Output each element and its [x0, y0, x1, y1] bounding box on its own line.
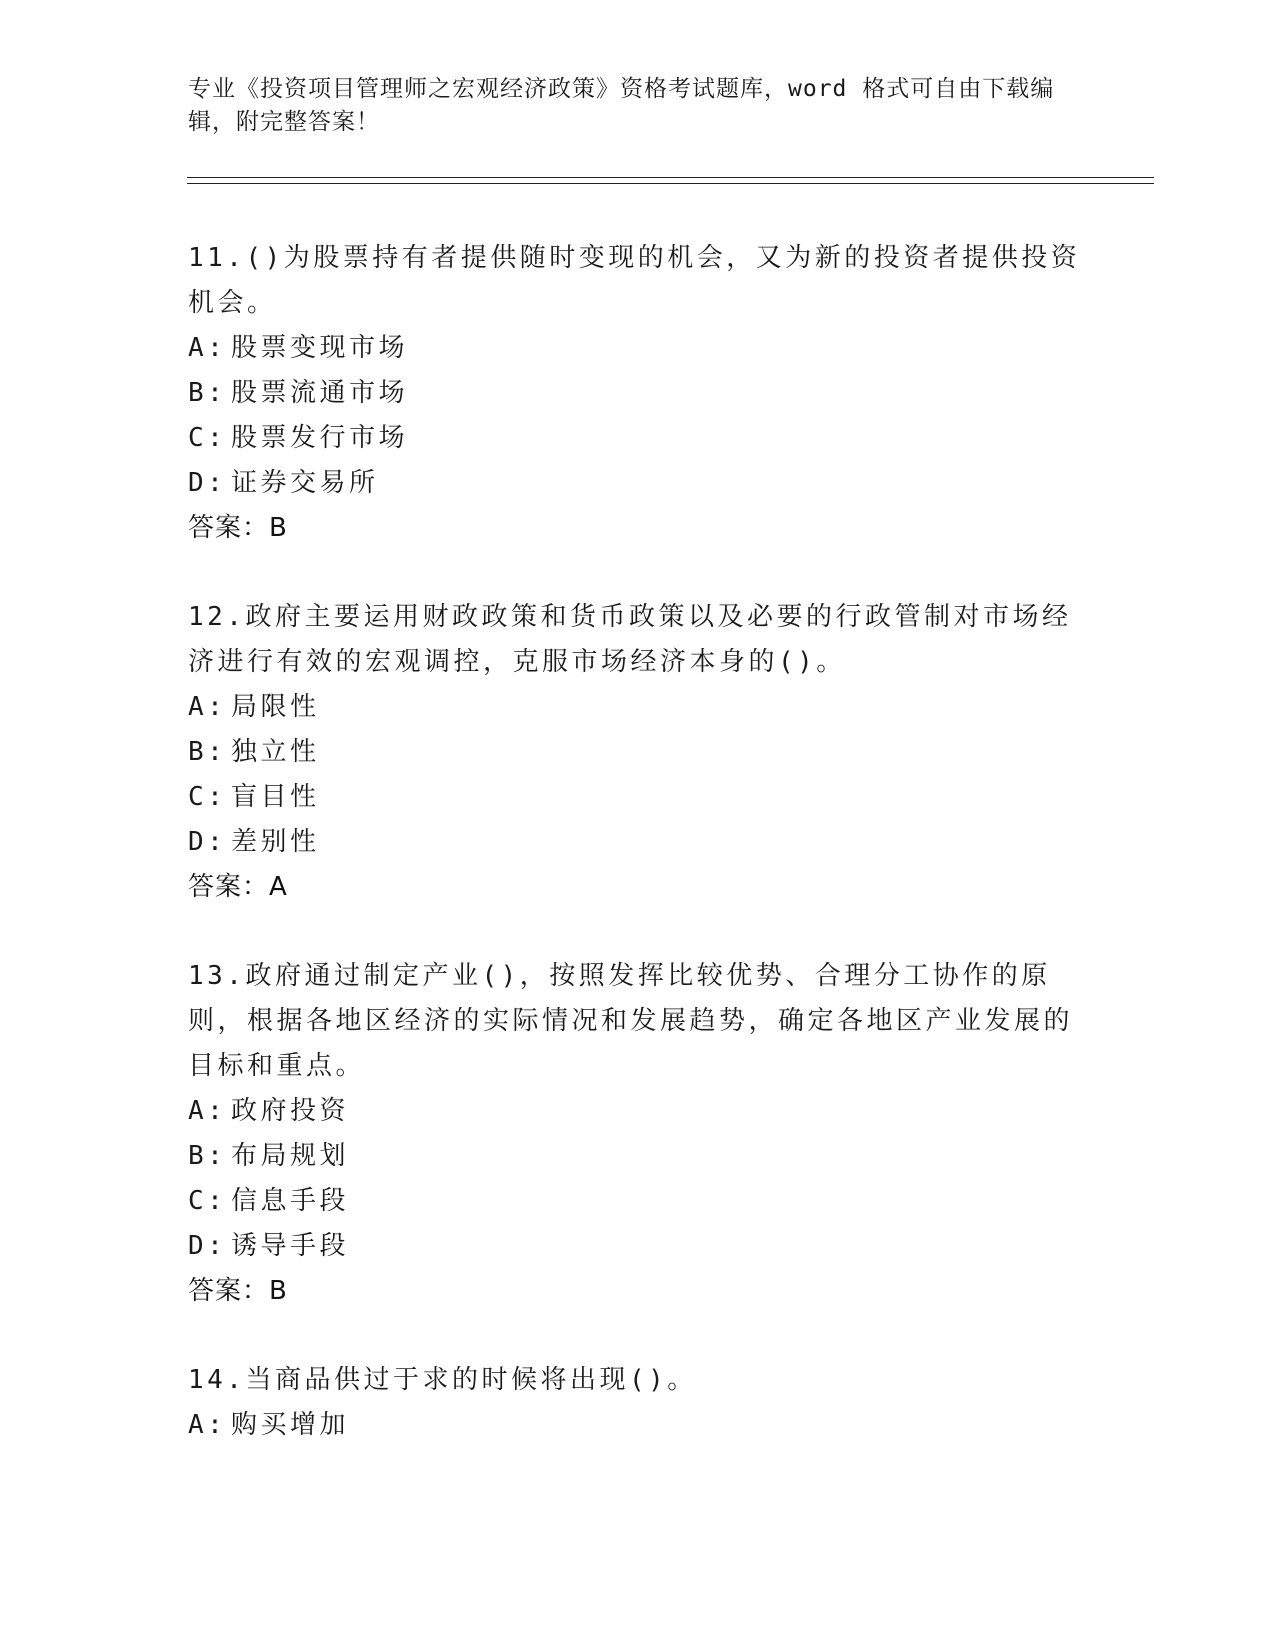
option-text: 盲目性 [231, 782, 320, 812]
question-stem: 11.()为股票持有者提供随时变现的机会，又为新的投资者提供投资机会。 [188, 243, 1081, 318]
option-a [188, 326, 1088, 371]
option-text: 诱导手段 [231, 1231, 350, 1261]
question-stem: 13.政府通过制定产业()，按照发挥比较优势、合理分工协作的原则，根据各地区经济的实际情况和发展趋势，确定各地区产业发展的目标和重点。 [188, 961, 1074, 1081]
option-letter: A: [188, 1410, 227, 1440]
option-d [188, 1224, 1088, 1269]
option-a [188, 1403, 1088, 1448]
question-11 [188, 236, 1088, 551]
option-text: 局限性 [231, 692, 320, 722]
question-stem: 14.当商品供过于求的时候将出现()。 [188, 1365, 697, 1395]
option-text: 信息手段 [231, 1186, 350, 1216]
question-12 [188, 595, 1088, 910]
question-14 [188, 1358, 1088, 1448]
option-a [188, 1089, 1088, 1134]
option-text: 股票流通市场 [231, 378, 409, 408]
option-letter: C: [188, 1186, 227, 1216]
header-divider-bottom [187, 183, 1154, 184]
option-text: 购买增加 [231, 1410, 350, 1440]
option-a [188, 685, 1088, 730]
option-letter: B: [188, 1141, 227, 1171]
option-text: 差别性 [231, 827, 320, 857]
option-text: 布局规划 [231, 1141, 350, 1171]
option-letter: B: [188, 737, 227, 767]
answer-line: 答案：B [188, 1276, 288, 1306]
option-text: 独立性 [231, 737, 320, 767]
option-b [188, 730, 1088, 775]
question-list [188, 236, 1088, 1492]
option-letter: A: [188, 333, 227, 363]
option-d [188, 820, 1088, 865]
option-letter: D: [188, 468, 227, 498]
option-b [188, 371, 1088, 416]
option-text: 政府投资 [231, 1096, 350, 1126]
option-letter: A: [188, 1096, 227, 1126]
option-c [188, 775, 1088, 820]
option-letter: A: [188, 692, 227, 722]
document-header: 专业《投资项目管理师之宏观经济政策》资格考试题库，word 格式可自由下载编辑，附完整答案！ [188, 76, 1055, 135]
option-text: 股票变现市场 [231, 333, 409, 363]
header-divider-top [187, 177, 1154, 178]
option-c [188, 1179, 1088, 1224]
option-d [188, 461, 1088, 506]
option-letter: C: [188, 423, 227, 453]
question-13 [188, 954, 1088, 1314]
option-letter: B: [188, 378, 227, 408]
option-b [188, 1134, 1088, 1179]
option-c [188, 416, 1088, 461]
option-letter: C: [188, 782, 227, 812]
answer-line: 答案：B [188, 513, 288, 543]
option-text: 股票发行市场 [231, 423, 409, 453]
answer-line: 答案：A [188, 872, 288, 902]
option-letter: D: [188, 827, 227, 857]
option-letter: D: [188, 1231, 227, 1261]
question-stem: 12.政府主要运用财政政策和货币政策以及必要的行政管制对市场经济进行有效的宏观调控，克服市场经济本身的()。 [188, 602, 1072, 677]
option-text: 证券交易所 [231, 468, 379, 498]
